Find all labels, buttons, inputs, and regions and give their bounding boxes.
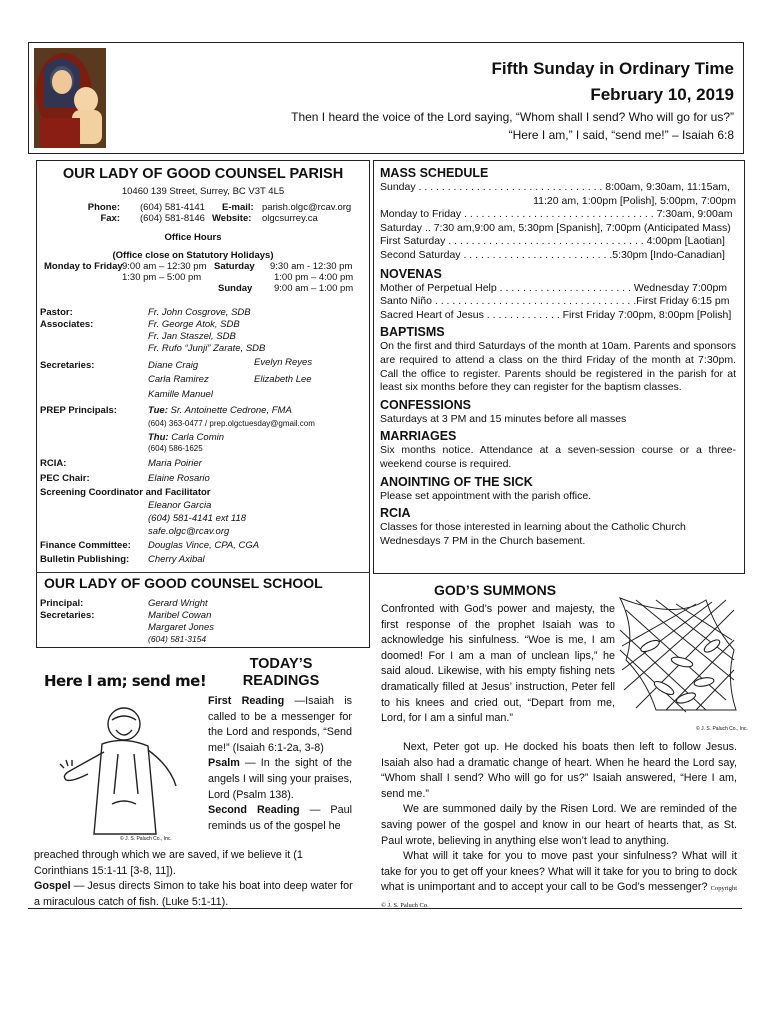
prep-thu-label: Thu: [148,432,169,443]
anointing-title: ANOINTING OF THE SICK [380,474,533,489]
pec-label: PEC Chair: [40,473,90,484]
saturday-hours-1: 9:30 am - 12:30 pm [270,261,353,272]
school-secretary-2: Margaret Jones [148,622,215,633]
weekday-label: Monday to Friday [44,261,123,272]
phone-value: (604) 581-4141 [140,202,205,213]
psalm-text: — In the sight of the angels I will sing your praises, Lord (Psalm 138). [208,757,352,801]
banner-heading: Here I am; send me! [44,672,207,690]
psalm-label: Psalm [208,757,240,770]
screening-phone: (604) 581-4141 ext 118 [148,513,247,524]
mass-schedule-title: MASS SCHEDULE [380,166,489,180]
prep-thu-name: Carla Comin [171,432,225,443]
summons-para-4: What will it take for you to move past your sinfulness? What will it take for you to get off your knees? What will it take for you to bring to dock what is unimportant and to accept your call to be God’s messenger? [381,850,737,894]
mass-sunday-2: 11:20 am, 1:00pm [Polish], 5:00pm, 7:00pm [533,194,736,207]
gospel [34,879,354,910]
pec-name: Elaine Rosario [148,473,210,484]
fax-value: (604) 581-8146 [140,213,205,224]
isaiah-illustration [52,694,202,844]
psalm [208,756,352,803]
rcia-name: Maria Poirier [148,458,202,469]
weekday-hours-2: 1:30 pm – 5:00 pm [122,272,202,283]
anointing-text: Please set appointment with the parish office. [380,489,592,502]
school-secretaries-label: Secretaries: [40,610,95,621]
mass-sunday: Sunday . . . . . . . . . . . . . . . . . . . . . . . . . . . . . . . . 8:00am, 9:30am, 11:15am, [380,181,730,193]
bulletin-date: February 10, 2019 [590,85,734,104]
secretaries-label: Secretaries: [40,360,95,371]
services-column [380,165,736,548]
liturgical-day: Fifth Sunday in Ordinary Time [491,59,734,78]
madonna-and-child-image [34,48,106,148]
parish-name: OUR LADY OF GOOD COUNSEL PARISH [62,166,344,182]
saturday-hours-2: 1:00 pm – 4:00 pm [274,272,354,283]
mass-second-saturday: Second Saturday . . . . . . . . . . . . . . . . . . . . . . . . . .5:30pm [Indo-Canadian] [380,248,725,261]
secretary-4: Elizabeth Lee [254,374,312,385]
summons-body [381,740,737,914]
email-label: E-mail: [222,202,254,213]
summons-para-3: We are summoned daily by the Risen Lord. We are reminded of the saving power of the gospel and know in our heart of hearts that, as St. Paul wrote, believing in anything else won’t lead to anything. [381,803,737,847]
second-reading-cont: preached through which we are saved, if we believe it (1 Corinthians 15:1-11 [3-8, 11]). [34,849,303,877]
scripture-quote [291,108,734,144]
second-reading-label: Second Reading [208,804,300,817]
first-reading [208,694,352,756]
rcia-label: RCIA: [40,458,67,469]
associate-1: Fr. George Atok, SDB [148,319,240,330]
pastor-label: Pastor: [40,307,73,318]
novena-2: Santo Niño . . . . . . . . . . . . . . . . . . . . . . . . . . . . . . . . . . .First Friday 6:15 pm [380,295,730,308]
website-value[interactable]: olgcsurrey.ca [262,213,318,224]
screening-name: Eleanor Garcia [148,500,212,511]
principal-name: Gerard Wright [148,598,208,609]
bottom-rule [28,908,742,909]
summons-image-credit: © J. S. Paluch Co., Inc. [696,726,748,732]
school-name: OUR LADY OF GOOD COUNSEL SCHOOL [44,575,323,591]
rcia-title: RCIA [380,506,411,521]
email-value[interactable]: parish.olgc@rcav.org [262,202,352,213]
prep-label: PREP Principals: [40,405,117,416]
school-secretary-1: Maribel Cowan [148,610,212,621]
associates-label: Associates: [40,319,94,330]
novenas-title: NOVENAS [380,266,442,281]
summons-title: GOD’S SUMMONS [433,582,557,598]
second-reading [208,803,352,834]
gospel-label: Gospel [34,880,71,893]
baptisms-title: BAPTISMS [380,325,445,340]
marriages-text: Six months notice. Attendance at a seven-session course or a three-weekend course is required. [380,444,736,470]
finance-name: Douglas Vince, CPA, CGA [148,540,260,551]
mass-saturday: Saturday .. 7:30 am,9:00 am, 5:30pm [Spanish], 7:00pm (Anticipated Mass) [380,221,731,234]
readings-list [208,694,352,834]
pastor-name: Fr. John Cosgrove, SDB [148,307,251,318]
finance-label: Finance Committee: [40,540,131,551]
office-closed-note: (Office close on Statutory Holidays) [112,250,274,261]
second-reading-text: — Paul reminds us of the gospel he [208,804,352,832]
mass-weekday: Monday to Friday . . . . . . . . . . . . . . . . . . . . . . . . . . . . . . . . . 7:30am, 9:00am [380,208,733,221]
prep-thu-contact: (604) 586-1625 [148,444,203,453]
secretary-2: Evelyn Reyes [254,357,313,368]
website-label: Website: [212,213,252,224]
quote-line-1: Then I heard the voice of the Lord saying, “Whom shall I send? Who will go for us?” [291,110,734,124]
school-divider [36,572,370,573]
secretary-3: Carla Ramirez [148,374,209,385]
saturday-label: Saturday [214,261,255,272]
marriages-title: MARRIAGES [380,429,457,444]
mass-first-saturday: First Saturday . . . . . . . . . . . . . . . . . . . . . . . . . . . . . . . . . . 4:00pm [Laotian] [380,235,725,248]
summons-copyright: Copyright © J. S. Paluch Co. [381,885,738,909]
sunday-label: Sunday [218,283,253,294]
fish-net-illustration [616,590,740,726]
prep-tue-label: Tue: [148,405,168,416]
summons-para-2: Next, Peter got up. He docked his boats then left to follow Jesus. Isaiah also had a dramatic change of heart. When he heard the Lord say, “Whom shall I send? Who will go for us?” Isaiah answered, “Here I am, send me.” [381,741,737,800]
principal-label: Principal: [40,598,84,609]
first-reading-text: —Isaiah is called to be a messenger for the Lord and responds, “Send me!” (Isaiah 6:1-2a, 3-8) [208,695,352,754]
rcia-text: Classes for those interested in learning about the Catholic Church Wednesdays 7 PM in the Church basement. [380,521,686,547]
confessions-text: Saturdays at 3 PM and 15 minutes before all masses [380,412,627,425]
secretary-5: Kamille Manuel [148,389,213,400]
associate-2: Fr. Jan Staszel, SDB [148,331,236,342]
parish-address: 10460 139 Street, Surrey, BC V3T 4L5 [121,186,285,197]
readings-title [206,656,356,690]
office-hours-title: Office Hours [164,232,222,243]
readings-continued [34,848,354,910]
sunday-hours: 9:00 am – 1:00 pm [274,283,354,294]
phone-label: Phone: [87,202,120,213]
readings-title-2: READINGS [242,673,320,689]
fax-label: Fax: [100,213,120,224]
summons-para-1: Confronted with God’s power and majesty, the first response of the prophet Isaiah was to acknowledge his sinfulness. “Woe is me, I am doomed! For I am a man of unclean lips,” he said aloud. Likewise, with his empty fishing nets dramatically filled at Jesus’ instruction, Peter fell to his knees and cried out, “Depart from me, Lord, for I am a sinful man.” [381,603,615,725]
readings-title-1: TODAY’S [249,656,313,672]
summons-para-4-wrap [381,849,737,913]
screening-label: Screening Coordinator and Facilitator [40,487,211,498]
bulletin-label: Bulletin Publishing: [40,554,130,565]
school-phone: (604) 581-3154 [148,634,207,644]
associate-3: Fr. Rufo “Junji” Zarate, SDB [148,343,266,354]
novena-1: Mother of Perpetual Help . . . . . . . . . . . . . . . . . . . . . . . Wednesday 7:00pm [380,281,728,294]
first-reading-label: First Reading [208,695,285,707]
readings-image-credit: © J. S. Paluch Co., Inc. [120,836,172,842]
gospel-text: — Jesus directs Simon to take his boat into deep water for a miraculous catch of fish. (Luke 5:1-11). [34,880,353,908]
quote-line-2: “Here I am,” I said, “send me!” – Isaiah 6:8 [508,128,734,142]
novena-3: Sacred Heart of Jesus . . . . . . . . . . . . . First Friday 7:00pm, 8:00pm [Polish] [380,308,732,321]
bulletin-title [492,56,734,108]
baptisms-text: On the first and third Saturdays of the month at 10am. Parents and sponsors are required to attend a class on the third Friday of the month at 7:30pm. Call the office to register. Parents should be registered in the parish for at least six months before they can register for the baptism classes. [380,340,736,394]
bulletin-name: Cherry Axibal [148,554,205,565]
prep-tue-name: Sr. Antoinette Cedrone, FMA [170,405,292,416]
confessions-title: CONFESSIONS [380,397,471,412]
prep-tue-contact: (604) 363-0477 / prep.olgctuesday@gmail.com [148,419,315,428]
secretary-1: Diane Craig [148,360,199,371]
weekday-hours-1: 9:00 am – 12:30 pm [122,261,207,272]
screening-email: safe.olgc@rcav.org [148,526,230,537]
